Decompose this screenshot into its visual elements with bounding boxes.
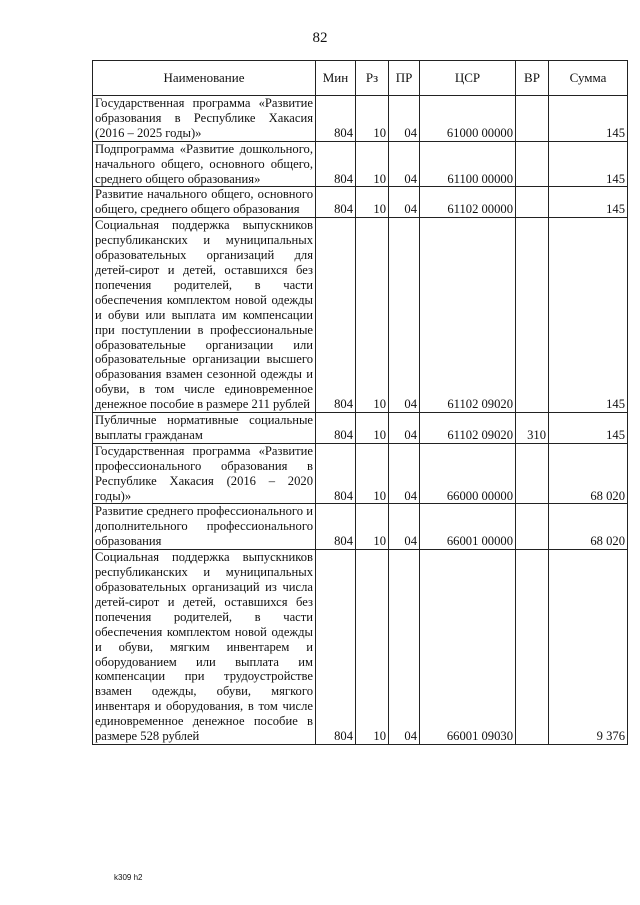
row-min: 804: [316, 413, 356, 444]
row-vr: [516, 443, 549, 504]
row-csr: 66001 00000: [420, 504, 516, 550]
row-csr: 61102 00000: [420, 187, 516, 218]
header-rz: Рз: [356, 61, 389, 96]
footer-code: k309 h2: [114, 873, 143, 882]
header-pr: ПР: [389, 61, 420, 96]
row-csr: 61102 09020: [420, 218, 516, 413]
row-vr: [516, 550, 549, 745]
row-sum: 145: [549, 187, 628, 218]
row-pr: 04: [389, 96, 420, 142]
row-rz: 10: [356, 443, 389, 504]
row-pr: 04: [389, 550, 420, 745]
row-pr: 04: [389, 218, 420, 413]
table-row: [93, 187, 628, 218]
row-rz: 10: [356, 504, 389, 550]
row-sum: 68 020: [549, 504, 628, 550]
table-row: [93, 218, 628, 413]
budget-table: [92, 60, 628, 745]
table-row: [93, 413, 628, 444]
row-pr: 04: [389, 187, 420, 218]
table-header-row: [93, 61, 628, 96]
row-vr: [516, 141, 549, 187]
row-vr: [516, 504, 549, 550]
row-min: 804: [316, 504, 356, 550]
row-name: Социальная поддержка выпускников республиканских и муниципальных образовательных организаций из числа детей-сирот и детей, оставшихся без попечения родителей, в части обеспечения комплектом новой одежды и обуви, мягким инвентарем и оборудованием или выплата им компенсации при трудоустройстве взамен одежды, обуви, мягкого инвентаря и оборудования, в том числе единовременное денежное пособие в размере 528 рублей: [93, 550, 316, 745]
row-name: Развитие начального общего, основного общего, среднего общего образования: [93, 187, 316, 218]
page-number: 82: [312, 30, 328, 46]
table-row: [93, 141, 628, 187]
row-pr: 04: [389, 504, 420, 550]
row-pr: 04: [389, 413, 420, 444]
row-sum: 145: [549, 218, 628, 413]
row-vr: 310: [516, 413, 549, 444]
row-min: 804: [316, 218, 356, 413]
header-min: Мин: [316, 61, 356, 96]
row-sum: 145: [549, 141, 628, 187]
row-sum: 68 020: [549, 443, 628, 504]
header-sum: Сумма: [549, 61, 628, 96]
row-pr: 04: [389, 443, 420, 504]
row-name: Развитие среднего профессионального и дополнительного профессионального образования: [93, 504, 316, 550]
row-sum: 145: [549, 96, 628, 142]
table-row: [93, 550, 628, 745]
row-rz: 10: [356, 141, 389, 187]
row-pr: 04: [389, 141, 420, 187]
header-name: Наименование: [93, 61, 316, 96]
row-name: Подпрограмма «Развитие дошкольного, начального общего, основного общего, среднего общего образования»: [93, 141, 316, 187]
row-csr: 61102 09020: [420, 413, 516, 444]
row-min: 804: [316, 141, 356, 187]
row-vr: [516, 187, 549, 218]
row-rz: 10: [356, 218, 389, 413]
row-vr: [516, 96, 549, 142]
row-name: Социальная поддержка выпускников республиканских и муниципальных образовательных организаций для детей-сирот и детей, оставшихся без попечения родителей, в части обеспечения комплектом новой одежды и обуви или выплата им компенсации при поступлении в профессиональные образовательные организации или образовательные организации высшего образования взамен сезонной одежды и обуви, в том числе единовременное денежное пособие в размере 211 рублей: [93, 218, 316, 413]
row-rz: 10: [356, 187, 389, 218]
row-min: 804: [316, 187, 356, 218]
row-min: 804: [316, 550, 356, 745]
row-csr: 61100 00000: [420, 141, 516, 187]
table-row: [93, 96, 628, 142]
row-name: Государственная программа «Развитие профессионального образования в Республике Хакасия (2016 – 2020 годы)»: [93, 443, 316, 504]
row-sum: 145: [549, 413, 628, 444]
header-csr: ЦСР: [420, 61, 516, 96]
table-row: [93, 504, 628, 550]
row-vr: [516, 218, 549, 413]
table-row: [93, 443, 628, 504]
row-name: Государственная программа «Развитие образования в Республике Хакасия (2016 – 2025 годы)»: [93, 96, 316, 142]
row-name: Публичные нормативные социальные выплаты гражданам: [93, 413, 316, 444]
row-rz: 10: [356, 96, 389, 142]
row-rz: 10: [356, 550, 389, 745]
row-min: 804: [316, 96, 356, 142]
row-min: 804: [316, 443, 356, 504]
header-vr: ВР: [516, 61, 549, 96]
row-rz: 10: [356, 413, 389, 444]
row-csr: 66000 00000: [420, 443, 516, 504]
row-csr: 61000 00000: [420, 96, 516, 142]
row-sum: 9 376: [549, 550, 628, 745]
row-csr: 66001 09030: [420, 550, 516, 745]
